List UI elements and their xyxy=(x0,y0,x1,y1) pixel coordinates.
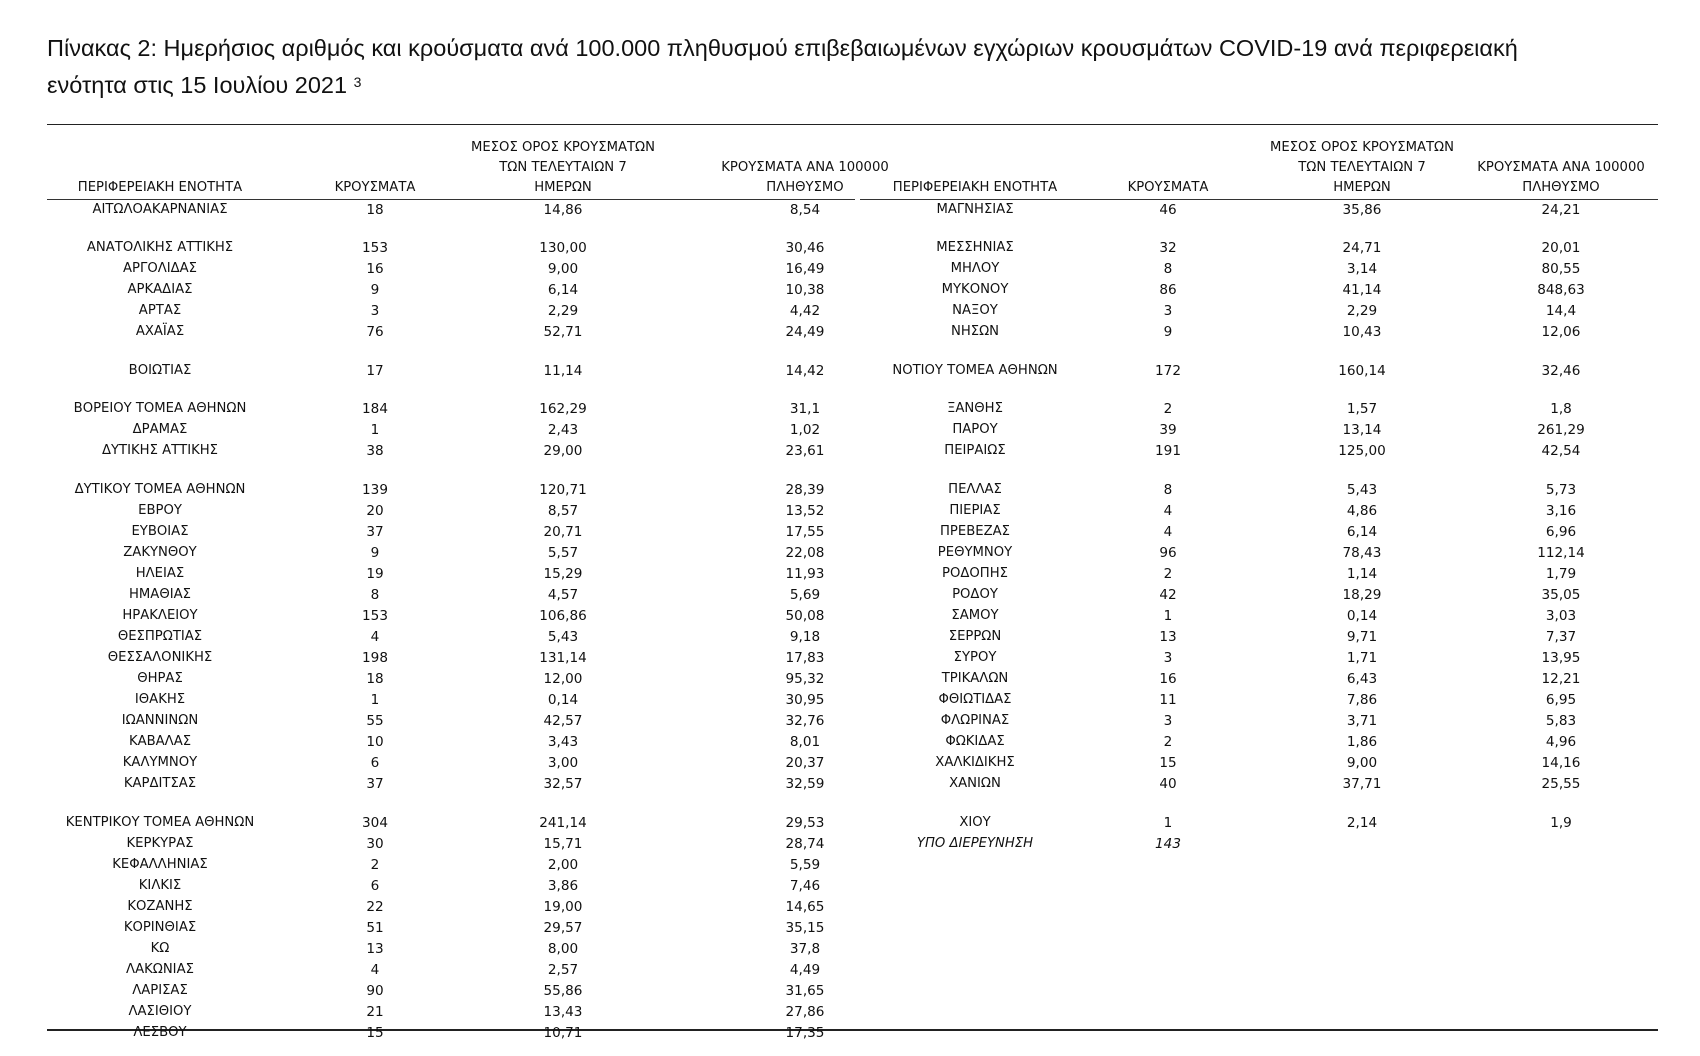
right-cell-per100k: 4,96 xyxy=(1545,734,1577,750)
right-cell-region: ΜΗΛΟΥ xyxy=(950,261,1000,276)
left-cell-avg7: 4,57 xyxy=(547,587,579,603)
left-cell-per100k: 8,01 xyxy=(789,734,821,750)
right-cell-avg7: 160,14 xyxy=(1338,363,1386,379)
right-cell-region: ΡΟΔΟΠΗΣ xyxy=(942,566,1008,581)
right-cell-cases: 3 xyxy=(1163,713,1173,729)
left-cell-cases: 3 xyxy=(370,303,380,319)
right-cell-cases: 16 xyxy=(1159,671,1177,687)
right-cell-avg7: 41,14 xyxy=(1342,282,1382,298)
right-header-per100k-line: ΚΡΟΥΣΜΑΤΑ ΑΝΑ 100000 xyxy=(1477,160,1645,175)
right-cell-per100k: 261,29 xyxy=(1537,422,1585,438)
left-cell-avg7: 13,43 xyxy=(543,1004,583,1020)
right-cell-region: ΠΙΕΡΙΑΣ xyxy=(949,503,1001,518)
right-cell-cases: 39 xyxy=(1159,422,1177,438)
right-cell-cases: 191 xyxy=(1155,443,1181,459)
left-cell-avg7: 52,71 xyxy=(543,324,583,340)
left-cell-region: ΕΒΡΟΥ xyxy=(138,503,182,518)
left-cell-region: ΕΥΒΟΙΑΣ xyxy=(131,524,189,539)
left-cell-region: ΛΑΡΙΣΑΣ xyxy=(132,983,188,998)
left-cell-region: ΙΩΑΝΝΙΝΩΝ xyxy=(121,713,199,728)
left-cell-region: ΑΡΚΑΔΙΑΣ xyxy=(127,282,193,297)
right-cell-per100k: 24,21 xyxy=(1541,202,1581,218)
left-header-avg7 xyxy=(443,138,683,198)
left-cell-per100k: 1,02 xyxy=(789,422,821,438)
table-caption xyxy=(47,30,1657,104)
right-cell-per100k: 3,03 xyxy=(1545,608,1577,624)
left-cell-region: ΔΡΑΜΑΣ xyxy=(132,422,188,437)
right-cell-avg7: 4,86 xyxy=(1346,503,1378,519)
left-cell-region: ΚΟΖΑΝΗΣ xyxy=(127,899,193,914)
left-cell-avg7: 3,43 xyxy=(547,734,579,750)
right-cell-avg7: 1,57 xyxy=(1346,401,1378,417)
left-cell-cases: 17 xyxy=(366,363,384,379)
left-cell-per100k: 7,46 xyxy=(789,878,821,894)
left-cell-per100k: 5,69 xyxy=(789,587,821,603)
left-header-per100k-line: ΠΛΗΘΥΣΜΟ xyxy=(766,180,844,195)
left-cell-per100k: 14,65 xyxy=(785,899,825,915)
right-cell-cases: 32 xyxy=(1159,240,1177,256)
left-cell-region: ΑΧΑΪΑΣ xyxy=(135,324,185,339)
right-cell-per100k: 25,55 xyxy=(1541,776,1581,792)
left-cell-avg7: 3,86 xyxy=(547,878,579,894)
left-cell-cases: 13 xyxy=(366,941,384,957)
right-cell-per100k: 14,4 xyxy=(1545,303,1577,319)
left-cell-region: ΚΙΛΚΙΣ xyxy=(138,878,182,893)
right-cell-per100k: 12,21 xyxy=(1541,671,1581,687)
left-cell-avg7: 11,14 xyxy=(543,363,583,379)
right-cell-avg7: 1,86 xyxy=(1346,734,1378,750)
right-cell-cases: 11 xyxy=(1159,692,1177,708)
left-cell-cases: 18 xyxy=(366,202,384,218)
left-cell-region: ΘΕΣΣΑΛΟΝΙΚΗΣ xyxy=(107,650,213,665)
left-cell-avg7: 14,86 xyxy=(543,202,583,218)
left-cell-per100k: 27,86 xyxy=(785,1004,825,1020)
right-cell-avg7: 2,14 xyxy=(1346,815,1378,831)
left-cell-per100k: 5,59 xyxy=(789,857,821,873)
right-cell-region: ΝΗΣΩΝ xyxy=(950,324,1000,339)
right-cell-avg7: 10,43 xyxy=(1342,324,1382,340)
left-cell-cases: 304 xyxy=(362,815,388,831)
left-cell-cases: 9 xyxy=(370,282,380,298)
right-cell-avg7: 5,43 xyxy=(1346,482,1378,498)
left-cell-cases: 51 xyxy=(366,920,384,936)
right-cell-region: ΜΥΚΟΝΟΥ xyxy=(941,282,1009,297)
left-cell-region: ΚΑΛΥΜΝΟΥ xyxy=(122,755,198,770)
left-header-avg7-line: ΜΕΣΟΣ ΟΡΟΣ ΚΡΟΥΣΜΑΤΩΝ xyxy=(471,140,655,155)
left-cell-per100k: 32,76 xyxy=(785,713,825,729)
right-cell-cases: 143 xyxy=(1155,836,1181,852)
left-cell-per100k: 16,49 xyxy=(785,261,825,277)
left-cell-avg7: 2,57 xyxy=(547,962,579,978)
right-cell-avg7: 1,71 xyxy=(1346,650,1378,666)
left-cell-region: ΑΡΤΑΣ xyxy=(138,303,182,318)
right-cell-avg7: 1,14 xyxy=(1346,566,1378,582)
left-cell-region: ΖΑΚΥΝΘΟΥ xyxy=(123,545,197,560)
right-cell-region: ΜΕΣΣΗΝΙΑΣ xyxy=(936,240,1014,255)
right-cell-cases: 40 xyxy=(1159,776,1177,792)
right-cell-per100k: 80,55 xyxy=(1541,261,1581,277)
left-cell-per100k: 28,74 xyxy=(785,836,825,852)
right-cell-region: ΠΑΡΟΥ xyxy=(952,422,998,437)
right-cell-region: ΥΠΟ ΔΙΕΡΕΥΝΗΣΗ xyxy=(916,836,1034,851)
right-cell-region: ΡΕΘΥΜΝΟΥ xyxy=(937,545,1013,560)
right-cell-avg7: 13,14 xyxy=(1342,422,1382,438)
left-cell-avg7: 12,00 xyxy=(543,671,583,687)
left-cell-avg7: 55,86 xyxy=(543,983,583,999)
left-cell-region: ΒΟΡΕΙΟΥ ΤΟΜΕΑ ΑΘΗΝΩΝ xyxy=(73,401,247,416)
left-cell-avg7: 10,71 xyxy=(543,1025,583,1041)
left-cell-region: ΚΑΒΑΛΑΣ xyxy=(128,734,192,749)
left-cell-per100k: 10,38 xyxy=(785,282,825,298)
right-cell-avg7: 3,14 xyxy=(1346,261,1378,277)
right-cell-cases: 13 xyxy=(1159,629,1177,645)
left-cell-per100k: 50,08 xyxy=(785,608,825,624)
left-header-avg7-line: ΤΩΝ ΤΕΛΕΥΤΑΙΩΝ 7 xyxy=(499,160,627,175)
right-cell-cases: 4 xyxy=(1163,524,1173,540)
right-cell-cases: 46 xyxy=(1159,202,1177,218)
left-cell-cases: 30 xyxy=(366,836,384,852)
left-cell-avg7: 5,43 xyxy=(547,629,579,645)
left-cell-cases: 16 xyxy=(366,261,384,277)
right-cell-region: ΣΑΜΟΥ xyxy=(951,608,999,623)
right-cell-per100k: 1,8 xyxy=(1550,401,1572,417)
right-cell-cases: 86 xyxy=(1159,282,1177,298)
left-cell-region: ΑΝΑΤΟΛΙΚΗΣ ΑΤΤΙΚΗΣ xyxy=(86,240,234,255)
left-cell-per100k: 11,93 xyxy=(785,566,825,582)
right-cell-avg7: 18,29 xyxy=(1342,587,1382,603)
left-cell-cases: 8 xyxy=(370,587,380,603)
caption-line-1: Πίνακας 2: Ημερήσιος αριθμός και κρούσματα ανά 100.000 πληθυσμού επιβεβαιωμένων εγχώριων κρουσμάτων COVID-19 ανά περιφερειακή xyxy=(47,35,1518,61)
right-cell-avg7: 6,43 xyxy=(1346,671,1378,687)
left-cell-region: ΘΗΡΑΣ xyxy=(137,671,183,686)
left-cell-per100k: 37,8 xyxy=(789,941,821,957)
left-cell-avg7: 29,57 xyxy=(543,920,583,936)
right-cell-per100k: 14,16 xyxy=(1541,755,1581,771)
left-cell-per100k: 23,61 xyxy=(785,443,825,459)
right-cell-cases: 1 xyxy=(1163,608,1173,624)
left-cell-avg7: 2,29 xyxy=(547,303,579,319)
left-cell-avg7: 162,29 xyxy=(539,401,587,417)
left-cell-region: ΛΕΣΒΟΥ xyxy=(133,1025,187,1040)
left-cell-avg7: 0,14 xyxy=(547,692,579,708)
left-cell-region: ΚΩ xyxy=(150,941,170,956)
left-cell-cases: 21 xyxy=(366,1004,384,1020)
right-cell-per100k: 3,16 xyxy=(1545,503,1577,519)
left-cell-region: ΛΑΣΙΘΙΟΥ xyxy=(128,1004,192,1019)
left-cell-region: ΗΜΑΘΙΑΣ xyxy=(129,587,191,602)
left-cell-avg7: 29,00 xyxy=(543,443,583,459)
left-cell-cases: 184 xyxy=(362,401,388,417)
left-cell-cases: 6 xyxy=(370,878,380,894)
left-cell-region: ΗΛΕΙΑΣ xyxy=(135,566,185,581)
left-cell-per100k: 17,83 xyxy=(785,650,825,666)
left-cell-cases: 37 xyxy=(366,776,384,792)
right-cell-cases: 2 xyxy=(1163,401,1173,417)
left-cell-avg7: 15,29 xyxy=(543,566,583,582)
left-header-avg7-line: ΗΜΕΡΩΝ xyxy=(534,180,592,195)
right-cell-per100k: 5,73 xyxy=(1545,482,1577,498)
left-cell-avg7: 15,71 xyxy=(543,836,583,852)
right-cell-region: ΣΥΡΟΥ xyxy=(953,650,997,665)
left-cell-avg7: 2,00 xyxy=(547,857,579,873)
right-cell-cases: 9 xyxy=(1163,324,1173,340)
right-cell-region: ΝΟΤΙΟΥ ΤΟΜΕΑ ΑΘΗΝΩΝ xyxy=(892,363,1058,378)
right-cell-per100k: 6,96 xyxy=(1545,524,1577,540)
left-cell-cases: 6 xyxy=(370,755,380,771)
right-cell-region: ΠΕΙΡΑΙΩΣ xyxy=(944,443,1006,458)
left-cell-cases: 38 xyxy=(366,443,384,459)
right-header-per100k xyxy=(1441,158,1681,198)
right-cell-cases: 15 xyxy=(1159,755,1177,771)
right-cell-avg7: 0,14 xyxy=(1346,608,1378,624)
left-cell-per100k: 28,39 xyxy=(785,482,825,498)
left-cell-cases: 55 xyxy=(366,713,384,729)
left-cell-per100k: 31,65 xyxy=(785,983,825,999)
right-cell-per100k: 13,95 xyxy=(1541,650,1581,666)
right-header-region-line: ΠΕΡΙΦΕΡΕΙΑΚΗ ΕΝΟΤΗΤΑ xyxy=(892,180,1058,195)
left-cell-cases: 153 xyxy=(362,608,388,624)
left-cell-cases: 139 xyxy=(362,482,388,498)
left-cell-per100k: 20,37 xyxy=(785,755,825,771)
caption-line-2: ενότητα στις 15 Ιουλίου 2021 xyxy=(47,72,348,98)
left-cell-per100k: 22,08 xyxy=(785,545,825,561)
right-cell-cases: 3 xyxy=(1163,303,1173,319)
left-header-region-line: ΠΕΡΙΦΕΡΕΙΑΚΗ ΕΝΟΤΗΤΑ xyxy=(77,180,243,195)
left-cell-region: ΑΡΓΟΛΙΔΑΣ xyxy=(123,261,197,276)
left-cell-avg7: 6,14 xyxy=(547,282,579,298)
left-cell-cases: 15 xyxy=(366,1025,384,1041)
left-cell-per100k: 32,59 xyxy=(785,776,825,792)
right-cell-cases: 4 xyxy=(1163,503,1173,519)
right-cell-avg7: 125,00 xyxy=(1338,443,1386,459)
right-cell-avg7: 24,71 xyxy=(1342,240,1382,256)
table-top-rule xyxy=(47,124,1658,125)
left-cell-avg7: 130,00 xyxy=(539,240,587,256)
right-cell-per100k: 112,14 xyxy=(1537,545,1585,561)
right-cell-avg7: 78,43 xyxy=(1342,545,1382,561)
left-cell-cases: 90 xyxy=(366,983,384,999)
right-cell-avg7: 35,86 xyxy=(1342,202,1382,218)
left-cell-per100k: 13,52 xyxy=(785,503,825,519)
right-cell-per100k: 848,63 xyxy=(1537,282,1585,298)
left-cell-per100k: 35,15 xyxy=(785,920,825,936)
right-cell-region: ΜΑΓΝΗΣΙΑΣ xyxy=(936,202,1014,217)
right-cell-region: ΧΑΝΙΩΝ xyxy=(949,776,1001,791)
right-cell-per100k: 12,06 xyxy=(1541,324,1581,340)
left-cell-per100k: 17,55 xyxy=(785,524,825,540)
right-cell-region: ΠΡΕΒΕΖΑΣ xyxy=(940,524,1010,539)
right-cell-avg7: 2,29 xyxy=(1346,303,1378,319)
left-header-cases-line: ΚΡΟΥΣΜΑΤΑ xyxy=(334,180,416,195)
right-cell-cases: 96 xyxy=(1159,545,1177,561)
left-cell-cases: 4 xyxy=(370,962,380,978)
left-cell-avg7: 20,71 xyxy=(543,524,583,540)
right-cell-region: ΝΑΞΟΥ xyxy=(952,303,998,318)
right-cell-avg7: 9,00 xyxy=(1346,755,1378,771)
left-cell-region: ΘΕΣΠΡΩΤΙΑΣ xyxy=(117,629,203,644)
right-cell-cases: 1 xyxy=(1163,815,1173,831)
right-cell-avg7: 7,86 xyxy=(1346,692,1378,708)
left-cell-region: ΔΥΤΙΚΗΣ ΑΤΤΙΚΗΣ xyxy=(101,443,219,458)
left-cell-per100k: 24,49 xyxy=(785,324,825,340)
right-cell-cases: 172 xyxy=(1155,363,1181,379)
right-cell-region: ΧΑΛΚΙΔΙΚΗΣ xyxy=(935,755,1015,770)
right-cell-region: ΧΙΟΥ xyxy=(959,815,991,830)
left-cell-cases: 20 xyxy=(366,503,384,519)
left-cell-cases: 153 xyxy=(362,240,388,256)
right-cell-per100k: 35,05 xyxy=(1541,587,1581,603)
left-cell-cases: 9 xyxy=(370,545,380,561)
left-cell-per100k: 30,95 xyxy=(785,692,825,708)
left-cell-avg7: 32,57 xyxy=(543,776,583,792)
left-cell-per100k: 31,1 xyxy=(789,401,821,417)
left-cell-per100k: 9,18 xyxy=(789,629,821,645)
right-cell-cases: 8 xyxy=(1163,482,1173,498)
right-cell-per100k: 32,46 xyxy=(1541,363,1581,379)
left-cell-region: ΑΙΤΩΛΟΑΚΑΡΝΑΝΙΑΣ xyxy=(92,202,228,217)
left-cell-avg7: 106,86 xyxy=(539,608,587,624)
left-cell-per100k: 30,46 xyxy=(785,240,825,256)
right-header-avg7-line: ΗΜΕΡΩΝ xyxy=(1333,180,1391,195)
left-cell-region: ΚΕΝΤΡΙΚΟΥ ΤΟΜΕΑ ΑΘΗΝΩΝ xyxy=(65,815,255,830)
left-cell-cases: 1 xyxy=(370,692,380,708)
right-cell-cases: 3 xyxy=(1163,650,1173,666)
right-cell-region: ΣΕΡΡΩΝ xyxy=(948,629,1002,644)
right-cell-avg7: 3,71 xyxy=(1346,713,1378,729)
left-cell-avg7: 5,57 xyxy=(547,545,579,561)
right-cell-per100k: 7,37 xyxy=(1545,629,1577,645)
left-cell-region: ΔΥΤΙΚΟΥ ΤΟΜΕΑ ΑΘΗΝΩΝ xyxy=(74,482,246,497)
left-cell-per100k: 14,42 xyxy=(785,363,825,379)
left-cell-cases: 76 xyxy=(366,324,384,340)
left-cell-avg7: 42,57 xyxy=(543,713,583,729)
left-cell-cases: 2 xyxy=(370,857,380,873)
right-cell-per100k: 6,95 xyxy=(1545,692,1577,708)
left-cell-region: ΗΡΑΚΛΕΙΟΥ xyxy=(122,608,198,623)
footnote-marker: 3 xyxy=(353,74,362,90)
left-cell-cases: 4 xyxy=(370,629,380,645)
left-cell-region: ΚΟΡΙΝΘΙΑΣ xyxy=(123,920,197,935)
left-cell-region: ΚΕΦΑΛΛΗΝΙΑΣ xyxy=(112,857,208,872)
left-cell-cases: 198 xyxy=(362,650,388,666)
right-header-per100k-line: ΠΛΗΘΥΣΜΟ xyxy=(1522,180,1600,195)
left-cell-cases: 22 xyxy=(366,899,384,915)
right-cell-region: ΡΟΔΟΥ xyxy=(952,587,998,602)
right-cell-cases: 2 xyxy=(1163,566,1173,582)
left-cell-per100k: 4,49 xyxy=(789,962,821,978)
left-cell-avg7: 8,57 xyxy=(547,503,579,519)
right-header-avg7-line: ΜΕΣΟΣ ΟΡΟΣ ΚΡΟΥΣΜΑΤΩΝ xyxy=(1270,140,1454,155)
left-cell-cases: 37 xyxy=(366,524,384,540)
left-cell-avg7: 131,14 xyxy=(539,650,587,666)
left-cell-region: ΚΕΡΚΥΡΑΣ xyxy=(126,836,194,851)
left-cell-per100k: 8,54 xyxy=(789,202,821,218)
left-cell-region: ΛΑΚΩΝΙΑΣ xyxy=(126,962,194,977)
right-cell-per100k: 20,01 xyxy=(1541,240,1581,256)
left-cell-avg7: 120,71 xyxy=(539,482,587,498)
left-cell-avg7: 8,00 xyxy=(547,941,579,957)
left-cell-per100k: 29,53 xyxy=(785,815,825,831)
left-cell-cases: 10 xyxy=(366,734,384,750)
right-cell-cases: 2 xyxy=(1163,734,1173,750)
left-cell-cases: 1 xyxy=(370,422,380,438)
left-cell-avg7: 2,43 xyxy=(547,422,579,438)
left-cell-cases: 18 xyxy=(366,671,384,687)
right-cell-region: ΦΩΚΙΔΑΣ xyxy=(945,734,1005,749)
right-cell-avg7: 6,14 xyxy=(1346,524,1378,540)
right-cell-region: ΦΘΙΩΤΙΔΑΣ xyxy=(938,692,1012,707)
left-cell-avg7: 9,00 xyxy=(547,261,579,277)
right-header-avg7-line: ΤΩΝ ΤΕΛΕΥΤΑΙΩΝ 7 xyxy=(1298,160,1426,175)
left-cell-avg7: 19,00 xyxy=(543,899,583,915)
left-cell-per100k: 95,32 xyxy=(785,671,825,687)
right-cell-per100k: 1,79 xyxy=(1545,566,1577,582)
right-cell-per100k: 1,9 xyxy=(1550,815,1572,831)
left-cell-per100k: 4,42 xyxy=(789,303,821,319)
right-cell-avg7: 37,71 xyxy=(1342,776,1382,792)
left-header-per100k-line: ΚΡΟΥΣΜΑΤΑ ΑΝΑ 100000 xyxy=(721,160,889,175)
left-cell-avg7: 241,14 xyxy=(539,815,587,831)
left-cell-region: ΙΘΑΚΗΣ xyxy=(134,692,186,707)
right-cell-avg7: 9,71 xyxy=(1346,629,1378,645)
left-cell-per100k: 17,35 xyxy=(785,1025,825,1041)
right-cell-cases: 8 xyxy=(1163,261,1173,277)
left-cell-region: ΒΟΙΩΤΙΑΣ xyxy=(128,363,192,378)
left-cell-region: ΚΑΡΔΙΤΣΑΣ xyxy=(123,776,197,791)
right-cell-cases: 42 xyxy=(1159,587,1177,603)
right-cell-region: ΦΛΩΡΙΝΑΣ xyxy=(940,713,1010,728)
right-header-cases-line: ΚΡΟΥΣΜΑΤΑ xyxy=(1127,180,1209,195)
right-cell-region: ΠΕΛΛΑΣ xyxy=(948,482,1002,497)
right-cell-region: ΤΡΙΚΑΛΩΝ xyxy=(941,671,1009,686)
right-cell-per100k: 5,83 xyxy=(1545,713,1577,729)
left-cell-avg7: 3,00 xyxy=(547,755,579,771)
right-cell-per100k: 42,54 xyxy=(1541,443,1581,459)
right-cell-region: ΞΑΝΘΗΣ xyxy=(947,401,1003,416)
left-cell-cases: 19 xyxy=(366,566,384,582)
